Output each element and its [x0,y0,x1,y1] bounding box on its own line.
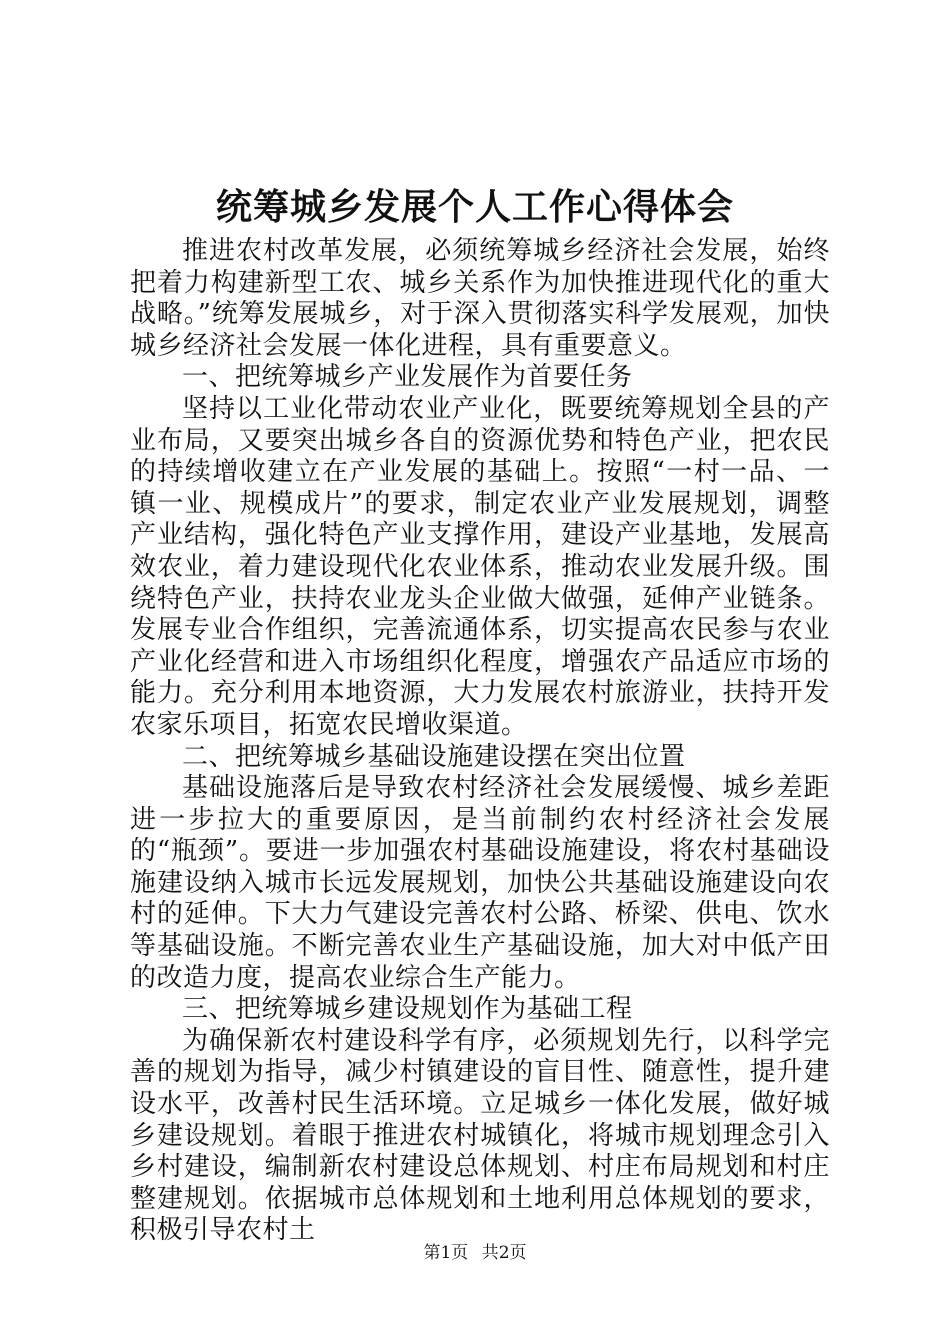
paragraph-section-2: 基础设施落后是导致农村经济社会发展缓慢、城乡差距进一步拉大的重要原因，是当前制约农村经济社会发展的“瓶颈”。要进一步加强农村基础设施建设，将农村基础设施建设纳入城市长远发展规划，加快公共基础设施建设向农村的延伸。下大力气建设完善农村公路、桥梁、供电、饮水等基础设施。不断完善农业生产基础设施，加大对中低产田的改造力度，提高农业综合生产能力。 [130,773,830,993]
page-number: 第1页 [423,1243,469,1263]
paragraph-section-3: 为确保新农村建设科学有序，必须规划先行，以科学完善的规划为指导，减少村镇建设的盲目性、随意性，提升建设水平，改善村民生活环境。立足城乡一体化发展，做好城乡建设规划。着眼于推进农村城镇化，将城市规划理念引入乡村建设，编制新农村建设总体规划、村庄布局规划和村庄整建规划。依据城市总体规划和土地利用总体规划的要求，积极引导农村土 [130,1025,830,1246]
section-heading-3: 三、把统筹城乡建设规划作为基础工程 [182,994,633,1025]
paragraph-intro: 推进农村改革发展，必须统筹城乡经济社会发展，始终把着力构建新型工农、城乡关系作为加快推进现代化的重大战略。”统筹发展城乡，对于深入贯彻落实科学发展观，加快城乡经济社会发展一体化进程，具有重要意义。 [130,236,830,361]
page-footer [0,1241,950,1265]
section-heading-1: 一、把统筹城乡产业发展作为首要任务 [182,362,633,393]
section-heading-2: 二、把统筹城乡基础设施建设摆在突出位置 [182,741,686,772]
document-body [130,236,830,1247]
page-total: 共2页 [481,1243,527,1263]
paragraph-section-1: 坚持以工业化带动农业产业化，既要统筹规划全县的产业布局，又要突出城乡各自的资源优势和特色产业，把农民的持续增收建立在产业发展的基础上。按照“一村一品、一镇一业、规模成片”的要求，制定农业产业发展规划，调整产业结构，强化特色产业支撑作用，建设产业基地，发展高效农业，着力建设现代化农业体系，推动农业发展升级。围绕特色产业，扶持农业龙头企业做大做强，延伸产业链条。发展专业合作组织，完善流通体系，切实提高农民参与农业产业化经营和进入市场组织化程度，增强农产品适应市场的能力。充分利用本地资源，大力发展农村旅游业，扶持开发农家乐项目，拓宽农民增收渠道。 [130,393,830,740]
document-title: 统筹城乡发展个人工作心得体会 [215,186,734,228]
